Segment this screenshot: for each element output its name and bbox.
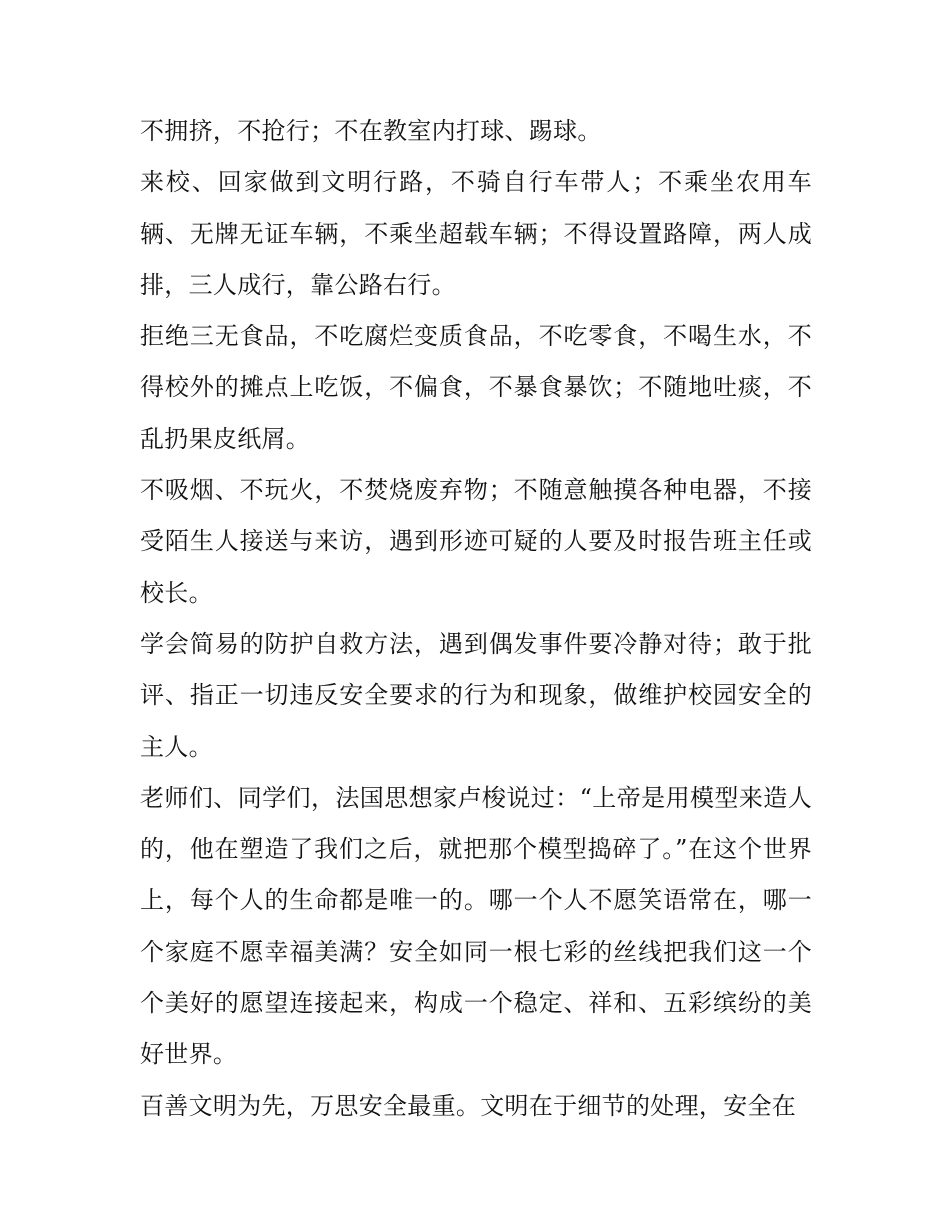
paragraph-4: 不吸烟、不玩火，不焚烧废弃物；不随意触摸各种电器，不接受陌生人接送与来访，遇到形迹可疑的人要及时报告班主任或校长。	[140, 476, 812, 607]
paragraph-3: 拒绝三无食品，不吃腐烂变质食品，不吃零食，不喝生水，不得校外的摊点上吃饭，不偏食，不暴食暴饮；不随地吐痰，不乱扔果皮纸屑。	[140, 322, 812, 453]
paragraph-7: 百善文明为先，万思安全最重。文明在于细节的处理，安全在	[140, 1091, 797, 1120]
paragraph-2: 来校、回家做到文明行路，不骑自行车带人；不乘坐农用车辆、无牌无证车辆，不乘坐超载车辆；不得设置路障，两人成排，三人成行，靠公路右行。	[140, 168, 812, 299]
paragraph-6: 老师们、同学们，法国思想家卢梭说过：“上帝是用模型来造人的，他在塑造了我们之后，就把那个模型捣碎了。”在这个世界上，每个人的生命都是唯一的。哪一个人不愿笑语常在，哪一个家庭不愿幸福美满？安全如同一根七彩的丝线把我们这一个个美好的愿望连接起来，构成一个稳定、祥和、五彩缤纷的美好世界。	[140, 783, 812, 1069]
paragraph-1: 不拥挤，不抢行；不在教室内打球、踢球。	[140, 117, 602, 145]
paragraph-5: 学会简易的防护自救方法，遇到偶发事件要冷静对待；敢于批评、指正一切违反安全要求的行为和现象，做维护校园安全的主人。	[140, 629, 812, 761]
document-body	[140, 106, 812, 1132]
